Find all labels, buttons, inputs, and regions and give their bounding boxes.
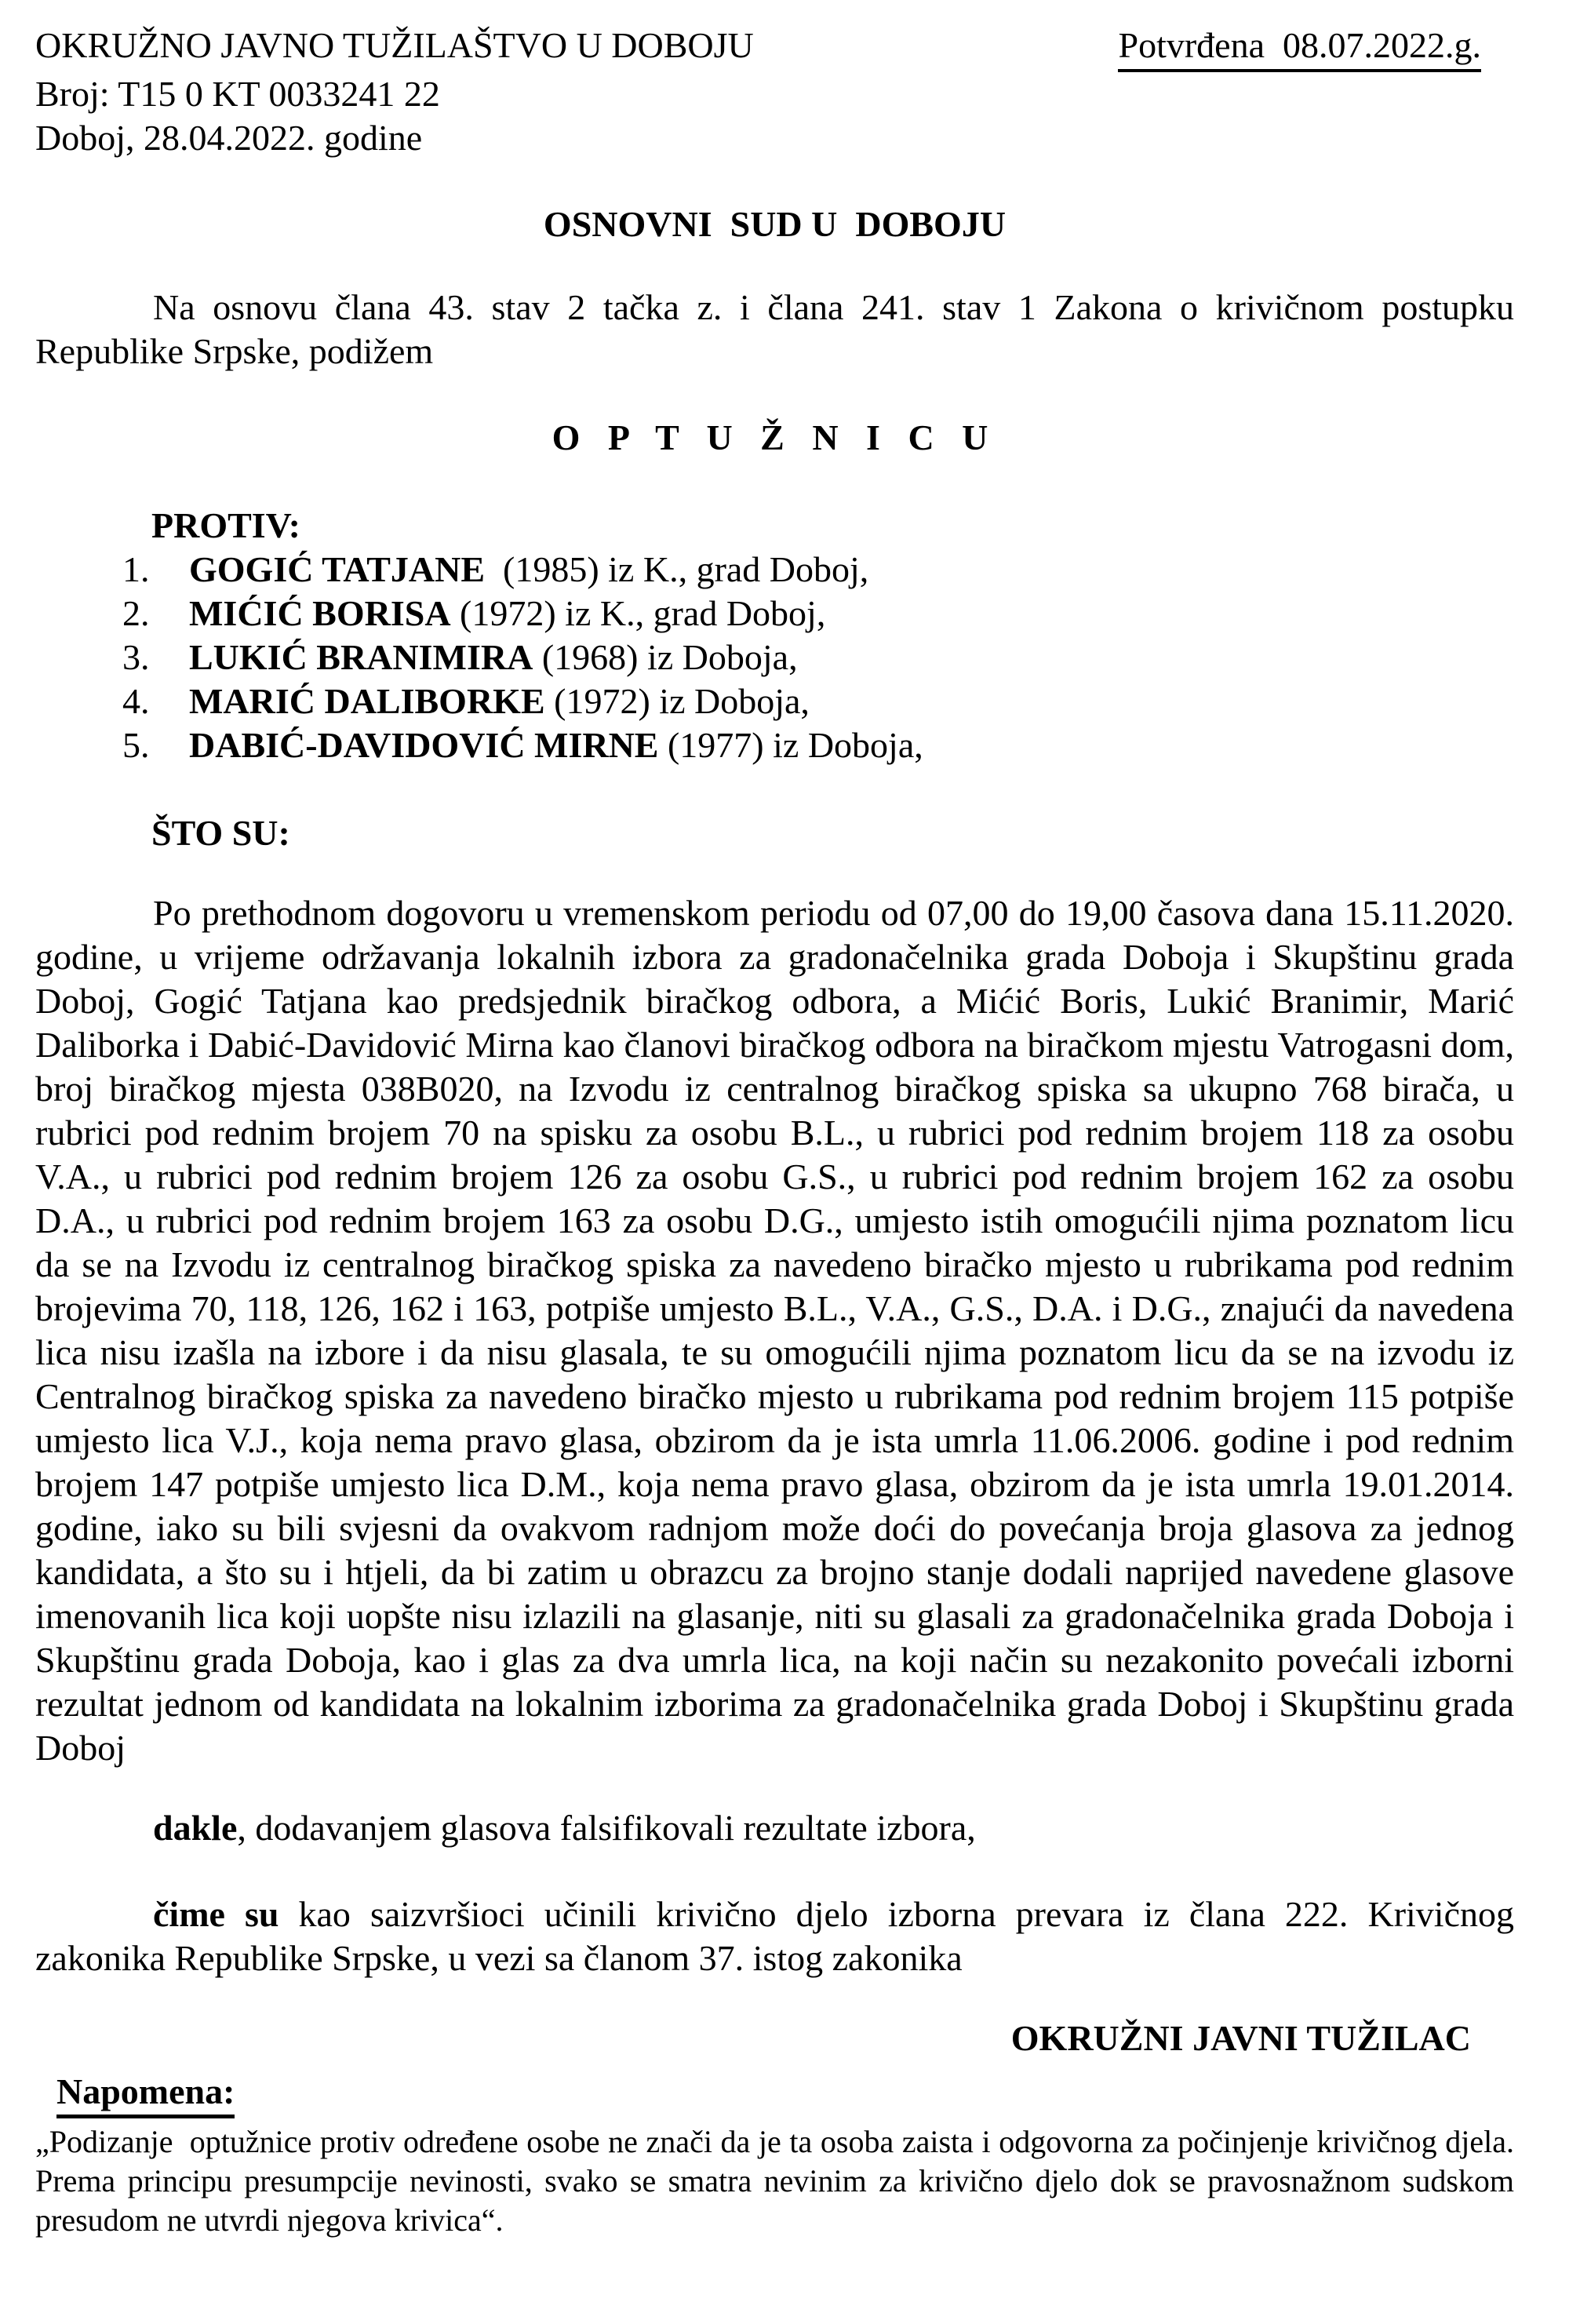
- court-title: OSNOVNI SUD U DOBOJU: [543, 204, 1007, 244]
- prosecutor-title: OKRUŽNI JAVNI TUŽILAC: [1010, 2018, 1471, 2058]
- note-paragraph: „Podizanje optužnice protiv određene osobe ne znači da je ta osoba zaista i odgovorna za počinjenje krivičnog djela. Prema principu presumpcije nevinosti, svako se smatra nevinim za krivično djelo dok se pravosnažnom sudskom presudom ne utvrdi njegova krivica“.: [35, 2124, 1522, 2238]
- conclusion-text: , dodavanjem glasova falsifikovali rezultate izbora,: [237, 1808, 976, 1848]
- accused-list: [35, 548, 1514, 767]
- accused-number: 2.: [122, 593, 150, 633]
- accused-name: DABIĆ-DAVIDOVIĆ MIRNE: [189, 725, 659, 765]
- case-number: Broj: T15 0 KT 0033241 22: [35, 74, 440, 114]
- indictment-title: O P T U Ž N I C U: [552, 417, 998, 457]
- place-date: Doboj, 28.04.2022. godine: [35, 118, 423, 158]
- accused-name: GOGIĆ TATJANE: [189, 549, 486, 589]
- what-they-did-label: ŠTO SU:: [151, 813, 290, 853]
- accused-item-4: [35, 679, 1514, 723]
- accused-name: MIĆIĆ BORISA: [189, 593, 451, 633]
- note-label: Napomena:: [56, 2070, 235, 2118]
- accused-item-1: [35, 548, 1514, 592]
- accused-name: LUKIĆ BRANIMIRA: [189, 637, 533, 677]
- accused-details: (1977) iz Doboja,: [658, 725, 923, 765]
- qualification-paragraph: [35, 1892, 1514, 1980]
- legal-basis-paragraph: Na osnovu člana 43. stav 2 tačka z. i člana 241. stav 1 Zakona o krivičnom postupku Republike Srpske, podižem: [35, 287, 1514, 371]
- accused-number: 1.: [122, 549, 150, 589]
- conclusion-paragraph: [35, 1806, 1514, 1850]
- accused-name: MARIĆ DALIBORKE: [189, 681, 545, 721]
- prosecutor-office-name: OKRUŽNO JAVNO TUŽILAŠTVO U DOBOJU: [35, 25, 754, 65]
- qualification-text: kao saizvršioci učinili krivično djelo izborna prevara iz člana 222. Krivičnog zakonika Republike Srpske, u vezi sa članom 37. istog zakonika: [35, 1894, 1514, 1978]
- note-label-row: [56, 2070, 1514, 2118]
- accused-number: 5.: [122, 725, 150, 765]
- against-label: PROTIV:: [151, 505, 300, 545]
- accused-details: (1985) iz K., grad Doboj,: [485, 549, 869, 589]
- accused-details: (1972) iz K., grad Doboj,: [450, 593, 826, 633]
- accused-item-2: [35, 592, 1514, 636]
- document-header: [35, 24, 1514, 72]
- conclusion-lead: dakle: [153, 1808, 238, 1848]
- qualification-lead: čime su: [153, 1894, 279, 1934]
- statement-paragraph: Po prethodnom dogovoru u vremenskom periodu od 07,00 do 19,00 časova dana 15.11.2020. godine, u vrijeme održavanja lokalnih izbora za gradonačelnika grada Doboja i Skupštinu grada Doboj, Gogić Tatjana kao predsjednik biračkog odbora, a Mićić Boris, Lukić Branimir, Marić Daliborka i Dabić-Davidović Mirna kao članovi biračkog odbora na biračkom mjestu Vatrogasni dom, broj biračkog mjesta 038B020, na Izvodu iz centralnog biračkog spiska sa ukupno 768 birača, u rubrici pod rednim brojem 70 na spisku za osobu B.L., u rubrici pod rednim brojem 118 za osobu V.A., u rubrici pod rednim brojem 126 za osobu G.S., u rubrici pod rednim brojem 162 za osobu D.A., u rubrici pod rednim brojem 163 za osobu D.G., umjesto istih omogućili njima poznatom licu da se na Izvodu iz centralnog biračkog spiska za navedeno biračko mjesto u rubrikama pod rednim brojevima 70, 118, 126, 162 i 163, potpiše umjesto B.L., V.A., G.S., D.A. i D.G., znajući da navedena lica nisu izašla na izbore i da nisu glasala, te su omogućili njima poznatom licu da se na izvodu iz Centralnog biračkog spiska za navedeno biračko mjesto u rubrikama pod rednim brojem 115 potpiše umjesto lica V.J., koja nema pravo glasa, obzirom da je ista umrla 11.06.2006. godine i pod rednim brojem 147 potpiše umjesto lica D.M., koja nema pravo glasa, obzirom da je ista umrla 19.01.2014. godine, iako su bili svjesni da ovakvom radnjom može doći do povećanja broja glasova za jednog kandidata, a što su i htjeli, da bi zatim u obrazcu za brojno stanje dodali naprijed navedene glasove imenovanih lica koji uopšte nisu izlazili na glasanje, niti su glasali za gradonačelnika grada Doboja i Skupštinu grada Doboja, kao i glas za dva umrla lica, na koji način su nezakonito povećali izborni rezultat jednom od kandidata na lokalnim izborima za gradonačelnika grada Doboj i Skupštinu grada Doboj: [35, 893, 1514, 1768]
- accused-number: 3.: [122, 637, 150, 677]
- accused-details: (1968) iz Doboja,: [533, 637, 798, 677]
- accused-number: 4.: [122, 681, 150, 721]
- accused-item-3: [35, 636, 1514, 679]
- confirmation-stamp: Potvrđena 08.07.2022.g.: [1118, 24, 1481, 72]
- accused-item-5: [35, 723, 1514, 767]
- accused-details: (1972) iz Doboja,: [544, 681, 810, 721]
